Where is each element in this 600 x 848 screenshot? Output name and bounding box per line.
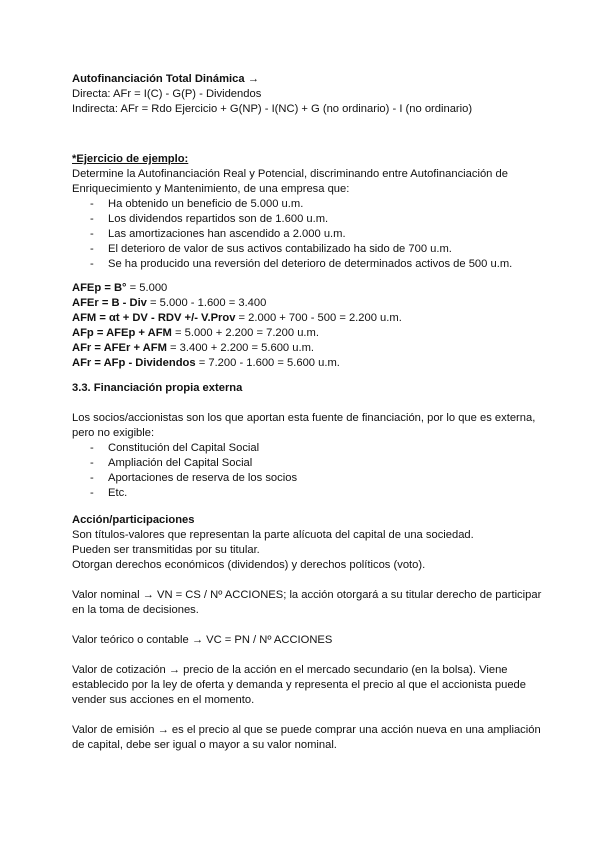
formula-label: AFEr = B - Div xyxy=(72,297,147,309)
acciones-title: Acción/participaciones xyxy=(72,514,195,526)
acciones-line: Son títulos-valores que representan la parte alícuota del capital de una sociedad. xyxy=(72,529,474,541)
valor-nominal: Valor nominal → VN = CS / Nº ACCIONES; la acción otorgará a su titular derecho de participar en la toma de decisiones. xyxy=(72,589,542,616)
formula-value: = 2.000 + 700 - 500 = 2.200 u.m. xyxy=(235,312,402,324)
valor-teorico: Valor teórico o contable → VC = PN / Nº ACCIONES xyxy=(72,634,333,646)
section-intro: Los socios/accionistas son los que aportan esta fuente de financiación, por lo que es externa, pero no exigible: xyxy=(72,412,536,439)
list-item: - Los dividendos repartidos son de 1.600 u.m. xyxy=(72,212,542,227)
formula-value: = 7.200 - 1.600 = 5.600 u.m. xyxy=(195,357,340,369)
formula-value: = 5.000 xyxy=(126,282,168,294)
formula-line xyxy=(72,311,542,326)
list-item: - Se ha producido una reversión del deterioro de determinados activos de 500 u.m. xyxy=(72,257,542,272)
formula-label: AFEp = B° xyxy=(72,282,127,294)
autofin-indirecta: Indirecta: AFr = Rdo Ejercicio + G(NP) - I(NC) + G (no ordinario) - I (no ordinario) xyxy=(72,103,473,115)
ejercicio-title: *Ejercicio de ejemplo: xyxy=(72,153,189,165)
autofin-directa: Directa: AFr = I(C) - G(P) - Dividendos xyxy=(72,88,262,100)
formula-value: = 5.000 + 2.200 = 7.200 u.m. xyxy=(171,327,319,339)
formula-label: AFp = AFEp + AFM xyxy=(72,327,172,339)
formula-line xyxy=(72,281,542,296)
list-item: - El deterioro de valor de sus activos contabilizado ha sido de 700 u.m. xyxy=(72,242,542,257)
document-page xyxy=(72,72,542,753)
formula-value: = 3.400 + 2.200 = 5.600 u.m. xyxy=(166,342,315,354)
acciones-line: Otorgan derechos económicos (dividendos) y derechos políticos (voto). xyxy=(72,559,426,571)
ejercicio-intro: Determine la Autofinanciación Real y Potencial, discriminando entre Autofinanciación de Enriquecimiento y Mantenimiento, de una empresa que: xyxy=(72,168,508,195)
list-item: - Las amortizaciones han ascendido a 2.000 u.m. xyxy=(72,227,542,242)
section-heading: 3.3. Financiación propia externa xyxy=(72,382,243,394)
valor-emision: Valor de emisión → es el precio al que se puede comprar una acción nueva en una ampliación de capital, debe ser igual o mayor a su valor nominal. xyxy=(72,724,541,751)
ejercicio-list xyxy=(72,197,542,272)
formula-line xyxy=(72,341,542,356)
valor-cotizacion: Valor de cotización → precio de la acción en el mercado secundario (en la bolsa). Viene establecido por la ley de oferta y demanda y representa el precio al que el accionista puede vender sus acciones en el momento. xyxy=(72,664,527,706)
formula-block xyxy=(72,281,542,371)
formula-line xyxy=(72,356,542,371)
list-item: - Ha obtenido un beneficio de 5.000 u.m. xyxy=(72,197,542,212)
formula-label: AFr = AFEr + AFM xyxy=(72,342,167,354)
section-list xyxy=(72,441,542,501)
formula-line xyxy=(72,326,542,341)
formula-value: = 5.000 - 1.600 = 3.400 xyxy=(146,297,267,309)
formula-label: AFM = αt + DV - RDV +/- V.Prov xyxy=(72,312,236,324)
list-item: - Etc. xyxy=(72,486,542,501)
list-item: - Constitución del Capital Social xyxy=(72,441,542,456)
formula-line xyxy=(72,296,542,311)
acciones-line: Pueden ser transmitidas por su titular. xyxy=(72,544,260,556)
list-item: - Aportaciones de reserva de los socios xyxy=(72,471,542,486)
list-item: - Ampliación del Capital Social xyxy=(72,456,542,471)
autofin-title: Autofinanciación Total Dinámica → xyxy=(72,73,259,85)
formula-label: AFr = AFp - Dividendos xyxy=(72,357,196,369)
